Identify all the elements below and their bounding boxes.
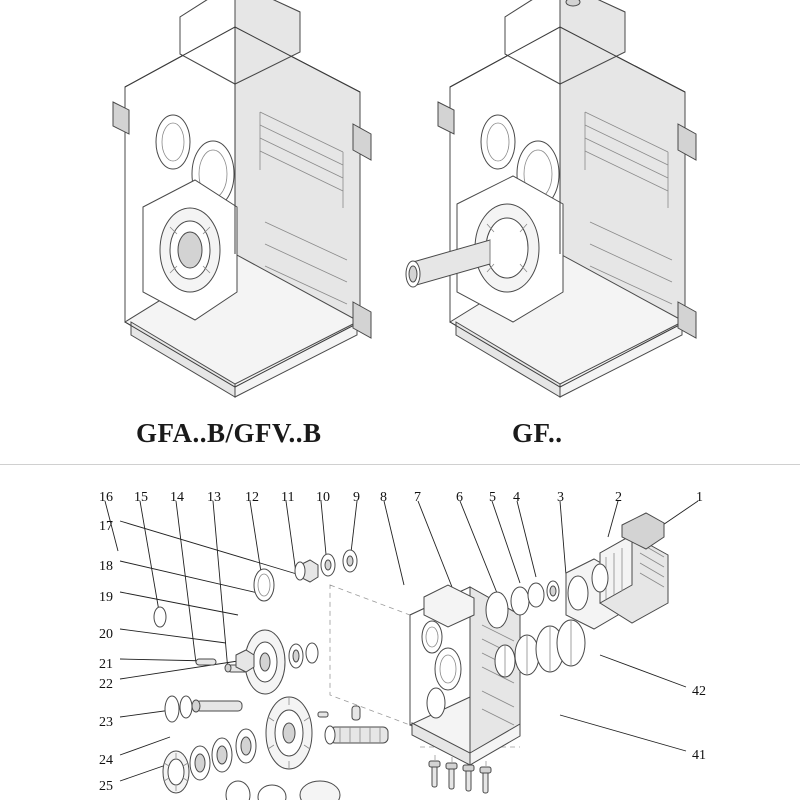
callout-10: 10 <box>316 490 330 505</box>
callout-15: 15 <box>134 490 148 505</box>
callout-25: 25 <box>99 779 113 794</box>
callout-42: 42 <box>692 684 706 699</box>
callout-11: 11 <box>281 490 295 505</box>
callout-8: 8 <box>380 490 387 505</box>
callout-12: 12 <box>245 490 259 505</box>
exploded-parts-diagram <box>0 465 800 800</box>
caption-gfa-gfv: GFA..B/GFV..B <box>136 418 322 448</box>
callout-16: 16 <box>99 490 113 505</box>
callout-20: 20 <box>99 627 113 642</box>
callout-9: 9 <box>353 490 360 505</box>
callout-4: 4 <box>513 490 520 505</box>
callout-23: 23 <box>99 715 113 730</box>
callout-41: 41 <box>692 748 706 763</box>
callout-13: 13 <box>207 490 221 505</box>
callout-5: 5 <box>489 490 496 505</box>
callout-22: 22 <box>99 677 113 692</box>
callout-19: 19 <box>99 590 113 605</box>
callout-17: 17 <box>99 519 113 534</box>
gearbox-assembly-left <box>85 0 405 402</box>
callout-24: 24 <box>99 753 113 768</box>
caption-gf: GF.. <box>512 418 563 448</box>
gearbox-assembly-right <box>395 0 725 402</box>
callout-14: 14 <box>170 490 184 505</box>
callout-7: 7 <box>414 490 421 505</box>
callout-18: 18 <box>99 559 113 574</box>
callout-2: 2 <box>615 490 622 505</box>
callout-1: 1 <box>696 490 703 505</box>
callout-21: 21 <box>99 657 113 672</box>
callout-6: 6 <box>456 490 463 505</box>
callout-3: 3 <box>557 490 564 505</box>
